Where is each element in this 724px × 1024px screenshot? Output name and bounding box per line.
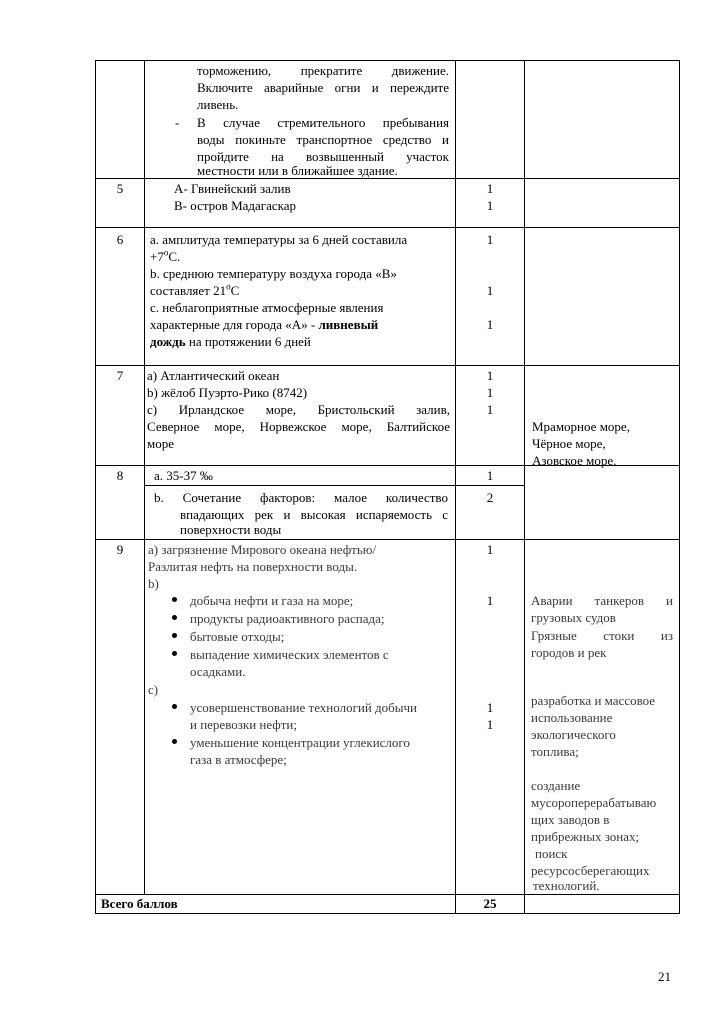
row-9-c-item-2-cont: газа в атмосфере; bbox=[190, 752, 287, 767]
row-9-b-item-1: добыча нефти и газа на море; bbox=[190, 593, 354, 608]
row-6-number: 6 bbox=[116, 232, 124, 247]
row-5-answer-a: А- Гвинейский залив bbox=[174, 181, 291, 196]
row-7-answer-c-line2: Северное море, Норвежское море, Балтийское bbox=[147, 419, 450, 434]
row-line-7 bbox=[95, 365, 680, 366]
row-7-extra-1: Мраморное море, bbox=[532, 419, 630, 434]
row-8-answer-b-line2: впадающих рек и высокая испаряемость с bbox=[180, 507, 448, 522]
row-7-answer-b: b) жёлоб Пуэрто-Рико (8742) bbox=[147, 385, 308, 400]
row-7-extra-3: Азовское море. bbox=[532, 453, 617, 468]
row-7-score-2: 1 bbox=[486, 385, 494, 400]
row-8-answer-b-line1: b. Сочетание факторов: малое количество bbox=[154, 490, 448, 505]
bullet-icon bbox=[172, 615, 177, 620]
cont-line-5: воды покиньте транспортное средство и bbox=[197, 132, 449, 147]
column-divider-3 bbox=[524, 60, 525, 914]
cont-line-7: местности или в ближайшее здание. bbox=[197, 163, 398, 178]
row-9-extra-c-4: топлива; bbox=[531, 744, 579, 759]
row-6-answer-a-line2: $+7^оС$. bbox=[150, 247, 181, 264]
row-6-score-1: 1 bbox=[486, 232, 494, 247]
cont-line-2: Включите аварийные огни и переждите bbox=[197, 80, 449, 95]
row-9-b-item-4: выпадение химических элементов с bbox=[190, 647, 389, 662]
row-7-answer-a: a) Атлантический океан bbox=[147, 368, 280, 383]
row-line-top bbox=[95, 60, 680, 61]
row-9-extra-c-5: создание bbox=[531, 778, 581, 793]
cont-line-3: ливень. bbox=[197, 97, 239, 112]
row-8-score-2: 2 bbox=[486, 490, 494, 505]
cont-line-6: пройдите на возвышенный участок bbox=[197, 149, 449, 164]
row-6-score-3: 1 bbox=[486, 317, 494, 332]
row-8-answer-b-line3: поверхности воды bbox=[180, 522, 282, 537]
row-9-b-item-3: бытовые отходы; bbox=[190, 629, 285, 644]
total-label: Всего баллов bbox=[101, 896, 178, 911]
row-6-answer-b-line1: b. среднюю температуру воздуха города «В» bbox=[150, 266, 397, 281]
row-9-score-4: 1 bbox=[486, 717, 494, 732]
row-9-extra-c-3: экологического bbox=[531, 727, 616, 742]
row-7-extra-2: Чёрное море, bbox=[532, 436, 606, 451]
row-9-extra-c-11: технологий. bbox=[533, 878, 600, 893]
row-line-9 bbox=[95, 539, 680, 540]
row-9-extra-b-3: Грязные стоки из bbox=[531, 628, 673, 643]
total-score: 25 bbox=[483, 896, 497, 911]
row-9-c-item-1: усовершенствование технологий добычи bbox=[190, 700, 418, 715]
bullet-icon bbox=[172, 633, 177, 638]
cont-dash: - bbox=[175, 115, 180, 130]
row-7-number: 7 bbox=[116, 368, 124, 383]
row-6-answer-c-line2: характерные для города «А» - ливневый bbox=[150, 317, 379, 332]
row-9-score-2: 1 bbox=[486, 593, 494, 608]
row-5-score-1: 1 bbox=[486, 181, 494, 196]
row-9-answer-a-line1: a) загрязнение Мирового океана нефтью/ bbox=[148, 542, 377, 557]
row-8-answer-a: а. 35-37 ‰ bbox=[154, 468, 213, 483]
bullet-icon bbox=[172, 704, 177, 709]
cont-line-4: В случае стремительного пребывания bbox=[197, 115, 449, 130]
row-5-answer-b: В- остров Мадагаскар bbox=[174, 198, 297, 213]
row-9-score-3: 1 bbox=[486, 700, 494, 715]
row-6-answer-c-line3: дождь на протяжении 6 дней bbox=[150, 334, 311, 349]
row-9-b-item-2: продукты радиоактивного распада; bbox=[190, 611, 385, 626]
row-9-c-item-2: уменьшение концентрации углекислого bbox=[190, 735, 410, 750]
bullet-icon bbox=[172, 739, 177, 744]
row-9-number: 9 bbox=[116, 542, 124, 557]
row-9-extra-c-7: щих заводов в bbox=[531, 812, 610, 827]
row-6-answer-b-line2: составляет $21^оС$ bbox=[150, 281, 240, 298]
row-line-total bbox=[95, 894, 680, 895]
row-6-answer-c-line1: с. неблагоприятные атмосферные явления bbox=[150, 300, 384, 315]
row-5-number: 5 bbox=[116, 181, 124, 196]
cont-line-1: торможению, прекратите движение. bbox=[197, 63, 449, 78]
row-7-answer-c-line1: c) Ирландское море, Бристольский залив, bbox=[147, 402, 450, 417]
row-9-extra-b-1: Аварии танкеров и bbox=[531, 593, 673, 608]
row-9-extra-b-4: городов и рек bbox=[531, 645, 607, 660]
table-border-right bbox=[679, 60, 680, 914]
row-8-score-1: 1 bbox=[486, 468, 494, 483]
row-8-number: 8 bbox=[116, 468, 124, 483]
row-9-answer-a-line2: Разлитая нефть на поверхности воды. bbox=[148, 559, 358, 574]
row-9-extra-c-1: разработка и массовое bbox=[531, 693, 656, 708]
row-9-score-1: 1 bbox=[486, 542, 494, 557]
bullet-icon bbox=[172, 597, 177, 602]
row-6-score-2: 1 bbox=[486, 283, 494, 298]
row-6-answer-a-line1: а. амплитуда температуры за 6 дней составила bbox=[150, 232, 408, 247]
row-9-extra-c-6: мусороперерабатываю bbox=[531, 795, 657, 810]
row-line-6 bbox=[95, 227, 680, 228]
column-divider-1 bbox=[144, 60, 145, 894]
row-9-c-item-1-cont: и перевозки нефти; bbox=[190, 717, 297, 732]
row-5-score-2: 1 bbox=[486, 198, 494, 213]
row-9-extra-c-8: прибрежных зонах; bbox=[531, 829, 640, 844]
row-9-extra-c-10: ресурсосберегающих bbox=[531, 863, 650, 878]
row-9-b-item-4-cont: осадками. bbox=[190, 664, 246, 679]
row-7-score-1: 1 bbox=[486, 368, 494, 383]
row-9-label-c: c) bbox=[148, 682, 159, 697]
row-7-score-3: 1 bbox=[486, 402, 494, 417]
row-9-extra-b-2: грузовых судов bbox=[531, 610, 616, 625]
bullet-icon bbox=[172, 651, 177, 656]
row-line-8-sub bbox=[144, 485, 525, 486]
page-number: 21 bbox=[658, 969, 671, 984]
row-9-label-b: b) bbox=[148, 576, 159, 591]
row-7-answer-c-line3: море bbox=[147, 436, 174, 451]
row-9-extra-c-9: поиск bbox=[535, 846, 568, 861]
row-line-bottom bbox=[95, 913, 680, 914]
row-9-extra-c-2: использование bbox=[531, 710, 613, 725]
